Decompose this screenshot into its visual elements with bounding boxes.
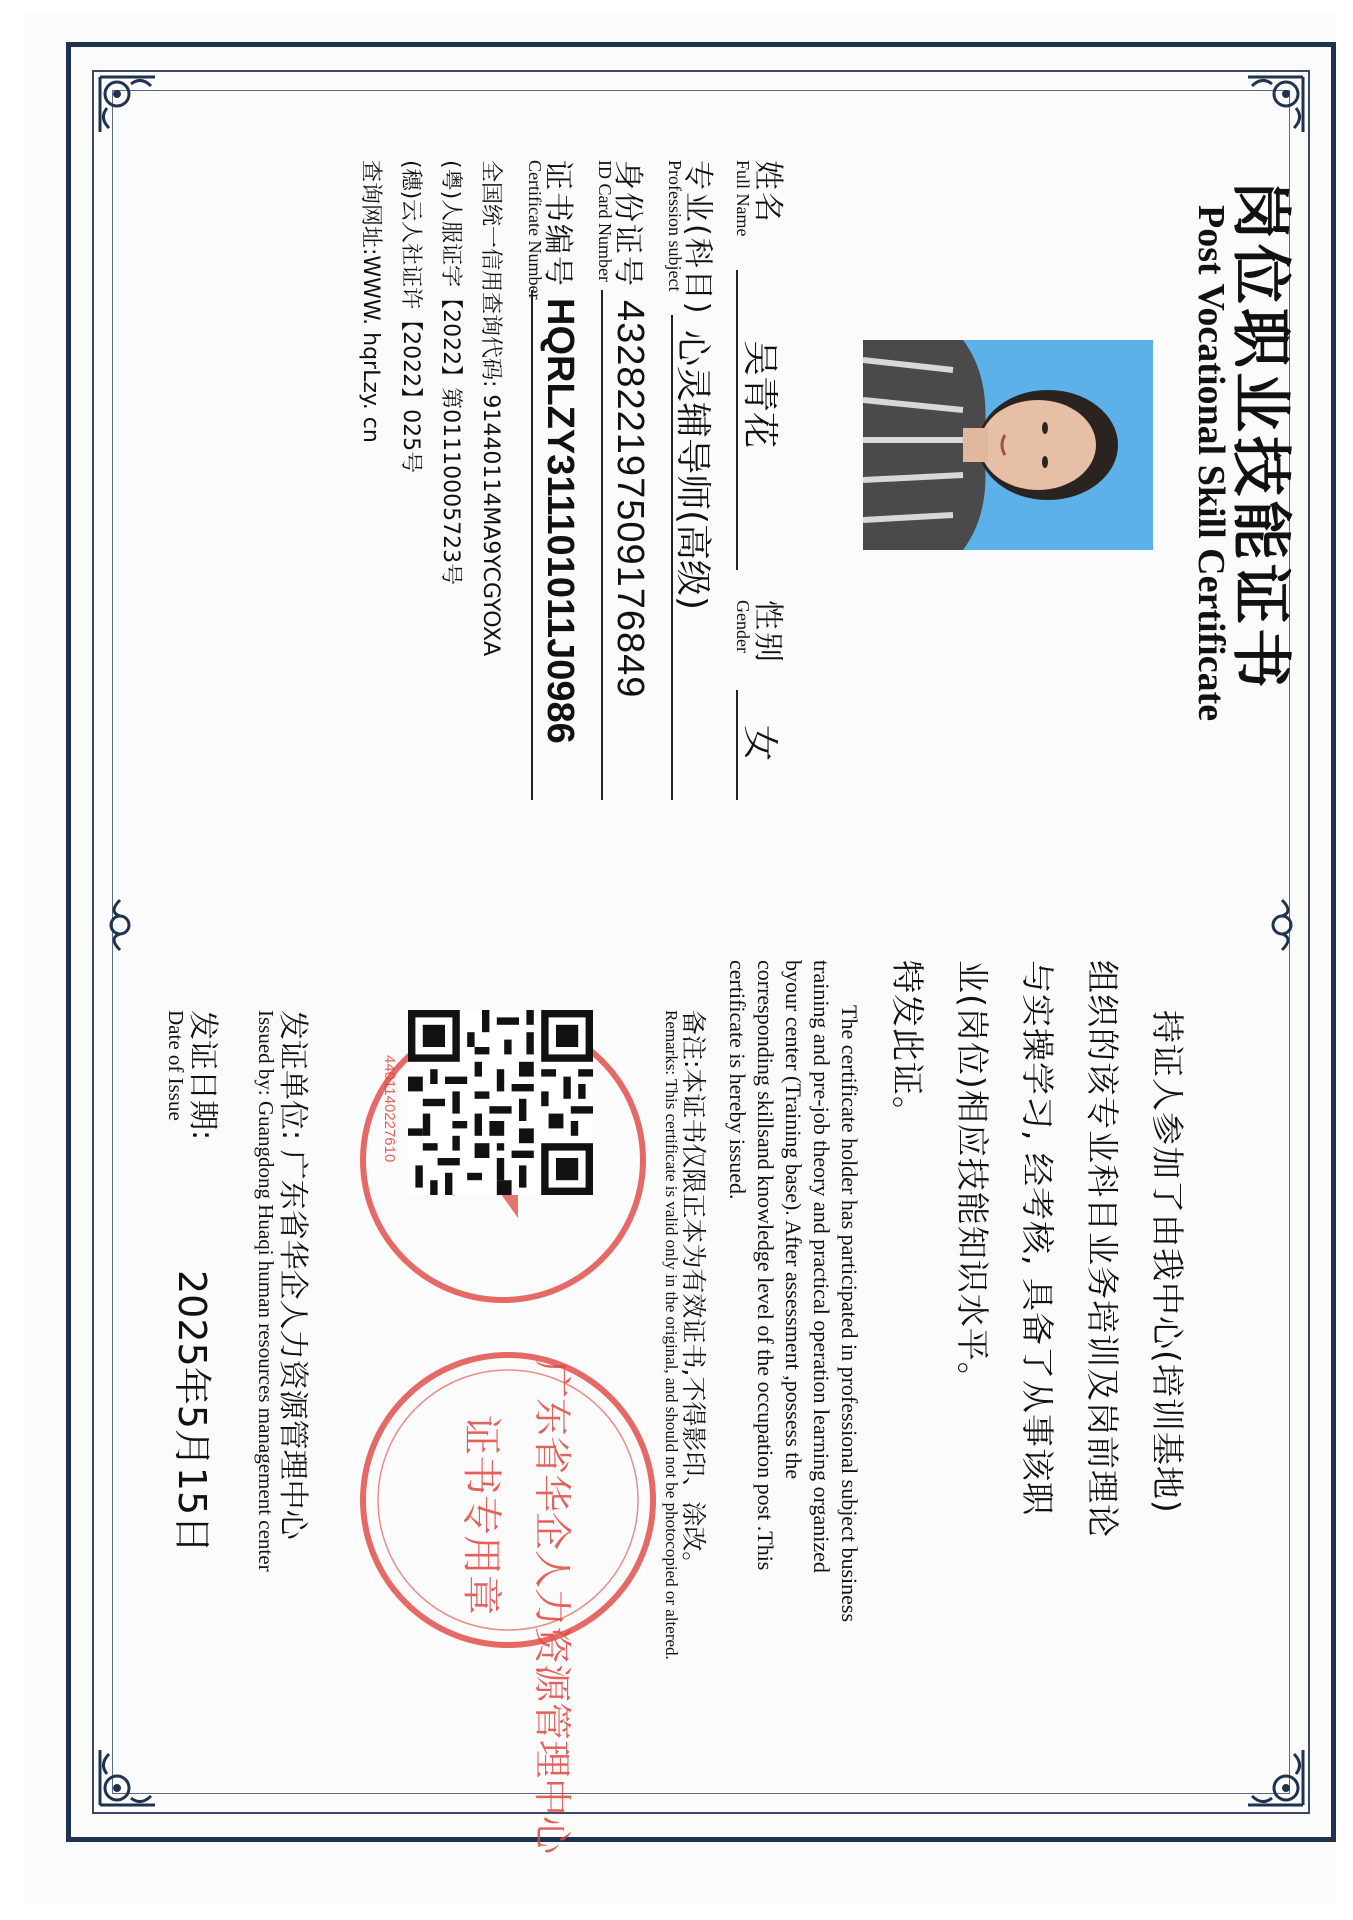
name-label-cn: 姓名: [750, 160, 785, 224]
gender-label-cn: 性别: [750, 600, 785, 664]
profession-label-en: Profession subject: [665, 160, 685, 292]
hr-license: (粤)人服证字【2022】第01110005723号: [438, 160, 463, 586]
issue-date-label-en: Date of Issue: [164, 1010, 188, 1121]
statement-cn-line: 组织的该专业科目业务培训及岗前理论: [1083, 960, 1122, 1538]
website: 查询网址:WWW. hqrLzy. cn: [358, 160, 383, 443]
cert-label-cn: 证书编号: [540, 160, 575, 288]
holder-name: 吴青花: [739, 340, 780, 449]
title-cn: 岗位职业技能证书: [1225, 180, 1295, 692]
statement-cn-line: 业(岗位)相应技能知识水平。: [953, 960, 992, 1396]
title-en: Post Vocational Skill Certificate: [1190, 205, 1232, 722]
seal-code: 4401140227610: [381, 1055, 398, 1163]
issuer-cn: 发证单位: 广东省华企人力资源管理中心: [275, 1010, 310, 1540]
hr-license-2: (穗)云人社证许【2022】025号: [398, 160, 423, 474]
gender-label-en: Gender: [733, 600, 753, 653]
credit-code: 全国统一信用查询代码: 91440114MA9YCGYOXA: [478, 160, 503, 657]
name-label-en: Full Name: [733, 160, 753, 237]
portrait-icon: [863, 340, 1153, 550]
statement-cn-line: 与实操学习, 经考核, 具备了从事该职: [1018, 960, 1057, 1516]
holder-profession: 心灵辅导师(高级): [672, 330, 713, 611]
statement-en-line: The certificate holder has participated in professional subject business: [837, 1005, 862, 1623]
id-label-en: ID Card Number: [595, 160, 615, 282]
issue-date-value: 2025年5月15日: [170, 1270, 214, 1554]
qr-code-icon: [408, 1010, 593, 1195]
issue-date-label-cn: 发证日期:: [185, 1010, 220, 1141]
holder-cert-number: HQRLZY311101011J0986: [539, 298, 581, 744]
holder-photo: [863, 340, 1153, 550]
statement-en-line: training and pre-job theory and practical operation learning organized: [809, 960, 834, 1573]
statement-en-line: certificate is hereby issued.: [725, 960, 750, 1200]
statement-cn-line: 持证人参加了由我中心(培训基地): [1148, 1010, 1187, 1514]
holder-id-number: 432822197509176849: [609, 300, 651, 699]
statement-en-line: byour center (Training base). After assessment ,possess the: [781, 960, 806, 1480]
certificate-content: [3, 0, 1353, 1855]
remarks-en: Remarks: This certificate is valid only in the original, and should not be photocopied or altered.: [662, 1010, 681, 1660]
seal-text: 广东省华企人力资源管理中心: [530, 1360, 574, 1855]
statement-cn-line: 特发此证。: [888, 960, 927, 1130]
remarks-cn: 备注:本证书仅限正本为有效证书,不得影印、涂改。: [679, 1010, 708, 1577]
seal-subtext: 证书专用章: [458, 1415, 504, 1615]
statement-en-line: corresponding skillsand knowledge level of the occupation post .This: [753, 960, 778, 1571]
holder-gender: 女: [739, 725, 780, 762]
id-label-cn: 身份证号: [610, 160, 645, 288]
cert-label-en: Certificate Number: [525, 160, 545, 300]
profession-label-cn: 专业(科目): [680, 160, 715, 316]
issuer-en: Issued by: Guangdong Huaqi human resources management center: [254, 1010, 278, 1572]
